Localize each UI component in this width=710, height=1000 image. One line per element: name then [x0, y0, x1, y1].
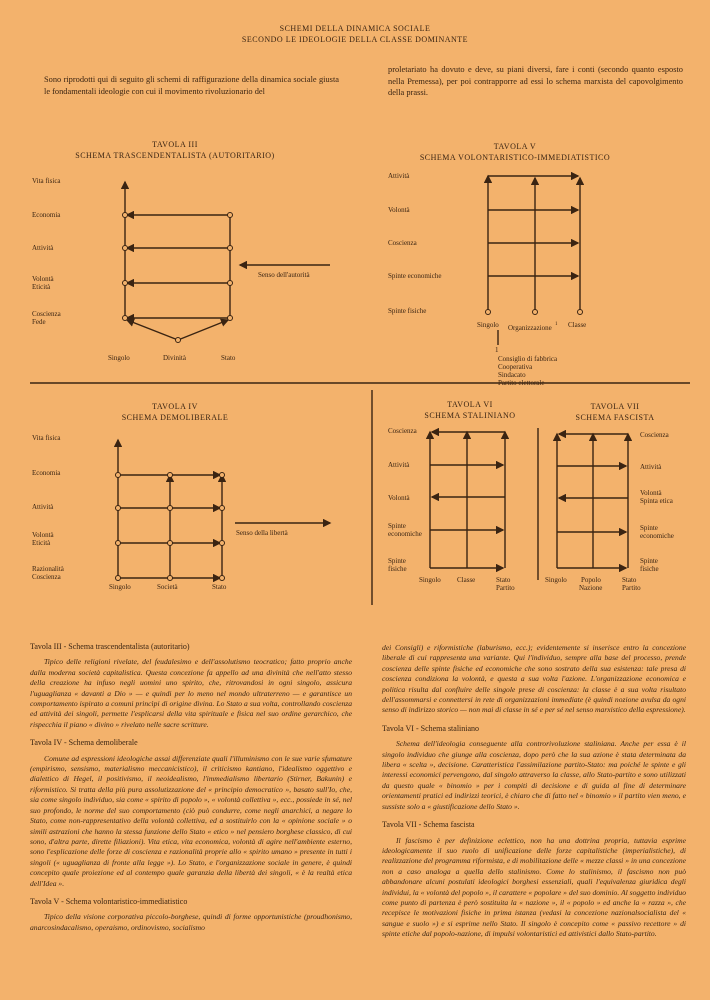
t7-label-spinte-2: Spinte: [640, 557, 658, 565]
t3-bottom-divinita: Divinità: [163, 354, 186, 362]
t4-label-attivita: Attività: [32, 503, 54, 511]
t7-bottom-stato: Stato: [622, 576, 637, 584]
t6-label-fisiche: fisiche: [388, 565, 407, 573]
tavola7-subtitle: SCHEMA FASCISTA: [575, 413, 655, 422]
t6-body: Schema dell'ideologia conseguente alla controrivoluzione staliniana. Anche per essa è il singolo individuo che giunge alla coscienza, dopo però che la sua azione è stata determinata da libera « scelta », decisione. Caratteristica l'assimilazione partito-Stato: ma poiché le spinte e gli interessi economici pervengono, dal singolo attraverso la classe, allo Stato-partito e sono utilizzati da questo quale « binomio » per i compiti di decisione e di guida al fine di determinare orientamenti pratici ed indirizzi teorici, è chiaro che di fatto nel « binomio » il partito vien meno, e sussiste solo a « giustificazione dello Stato ».: [382, 739, 686, 811]
t4-bottom-singolo: Singolo: [109, 583, 131, 591]
text-column-right: [382, 643, 686, 948]
t5-label-spinte-economiche: Spinte economiche: [388, 272, 442, 280]
tavola3-diagram: [125, 182, 330, 340]
t3-bottom-stato: Stato: [221, 354, 236, 362]
t6-label-spinte-2: Spinte: [388, 557, 406, 565]
tavola4-subtitle: SCHEMA DEMOLIBERALE: [121, 413, 229, 422]
tavola5-title: TAVOLA V: [493, 142, 537, 151]
t7-bottom-singolo: Singolo: [545, 576, 567, 584]
t3-arrow-label: Senso dell'autorità: [258, 271, 310, 279]
t3-heading: Tavola III - Schema trascendentalista (autoritario): [30, 642, 190, 651]
t7-bottom-popolo: Popolo: [581, 576, 601, 584]
t3-label-vita-fisica: Vita fisica: [32, 177, 61, 185]
tavola5-diagram: [488, 176, 580, 345]
t6-bottom-stato: Stato: [496, 576, 511, 584]
t3-label-economia: Economia: [32, 211, 61, 219]
t6-label-economiche: economiche: [388, 530, 422, 538]
t6-bottom-classe: Classe: [457, 576, 476, 584]
page-header-line1: SCHEMI DELLA DINAMICA SOCIALE: [279, 24, 431, 33]
t5-note-2: Sindacato: [498, 371, 526, 379]
tavola3-title: TAVOLA III: [152, 140, 198, 149]
t4-label-coscienza: Coscienza: [32, 573, 61, 581]
t4-bottom-societa: Società: [157, 583, 178, 591]
t6-label-spinte-1: Spinte: [388, 522, 406, 530]
t5-continued: dei Consigli) e riformistiche (laburismo, ecc.); evidentemente si inserisce entro la concezione liberale di cui rappresenta una variante. Qui l'individuo, sempre alla base del processo, prende coscienza delle spinte fisiche ed economiche che sono sostrato della sua esistenza: tale presa di coscienza condiziona la volontà, e questa a sua volta l'azione. L'organizzazione economica e politica risulta dal confluire delle singole prese di coscienza: la classe è a sua volta risultato dell'assommarsi e connettersi in rete di organizzazioni immediate (è quindi nozione avulsa da ogni senso di indirizzo storico — non mai di classe in sé e per sé nel senso marxistico della espressione).: [382, 643, 686, 715]
t4-label-vita-fisica: Vita fisica: [32, 434, 61, 442]
tavola6-title: TAVOLA VI: [447, 400, 493, 409]
t5-bottom-classe: Classe: [568, 321, 587, 329]
t6-label-volonta: Volontà: [388, 494, 410, 502]
t5-bottom-mark: 1: [555, 322, 558, 327]
t5-heading: Tavola V - Schema volontaristico-immediatistico: [30, 896, 188, 906]
t7-heading: Tavola VII - Schema fascista: [382, 820, 475, 830]
t5-note-1: Cooperativa: [498, 363, 533, 371]
t7-bottom-partito: Partito: [622, 584, 641, 592]
t3-label-volonta: Volontà: [32, 275, 54, 283]
t3-bottom-singolo: Singolo: [108, 354, 130, 362]
t5-label-volonta: Volontà: [388, 206, 410, 214]
t5-note-0: Consiglio di fabbrica: [498, 355, 558, 363]
t7-bottom-nazione: Nazione: [579, 584, 603, 592]
t6-bottom-partito: Partito: [496, 584, 515, 592]
t4-arrow-label: Senso della libertà: [236, 529, 288, 537]
page-header-line2: SECONDO LE IDEOLOGIE DELLA CLASSE DOMINANTE: [241, 35, 469, 44]
t4-label-eticita: Eticità: [32, 539, 51, 547]
tavola6-labels: [388, 427, 515, 592]
t5-label-attivita: Attività: [388, 172, 410, 180]
tavola6-diagram: [430, 432, 505, 568]
tavola5-labels: [388, 172, 586, 387]
t5-label-spinte-fisiche: Spinte fisiche: [388, 307, 427, 315]
t7-label-spinte-1: Spinte: [640, 524, 658, 532]
t5-bottom-singolo: Singolo: [477, 321, 499, 329]
t7-label-coscienza: Coscienza: [640, 431, 669, 439]
t6-label-attivita: Attività: [388, 461, 410, 469]
t3-label-coscienza: Coscienza: [32, 310, 61, 318]
intro-left: Sono riprodotti qui di seguito gli schemi di raffigurazione della dinamica sociale giusta le fondamentali ideologie con cui il movimento rivoluzionario del: [44, 75, 339, 96]
t6-heading: Tavola VI - Schema staliniano: [382, 723, 480, 733]
t3-label-attivita: Attività: [32, 244, 54, 252]
t6-label-coscienza: Coscienza: [388, 427, 417, 435]
tavola4-title: TAVOLA IV: [152, 402, 198, 411]
t3-label-eticita: Eticità: [32, 283, 51, 291]
t3-label-fede: Fede: [32, 318, 46, 326]
t3-body: Tipico delle religioni rivelate, del feudalesimo e dell'assolutismo teocratico; fatto proprio anche dalla moderna società capitalistica. Questa concezione fa appello ad una divinità che nell'atto stesso della creazione ha infuso negli uomini uno spirito, che, ritrovandosi in ogni singolo, assicura l'uguaglianza « davanti a Dio » — e quindi per lo meno nel mondo ultraterreno — e garantisce un comportamento ispirato a comuni princìpi di origine divina. Lo Stato a sua volta, controllando coscienza ed attività dei singoli, permette l'esplicarsi della vita spirituale e fisica nel suo ordine gerarchico, che rispecchia il piano « divino » rivelato nelle sacre scritture.: [30, 657, 352, 729]
t5-body: Tipico della visione corporativa piccolo-borghese, quindi di forme opportunistiche (proudhonismo, anarcosindacalismo, operaismo, ordinovismo, socialismo: [30, 912, 352, 932]
t4-label-volonta: Volontà: [32, 531, 54, 539]
t7-label-economiche: economiche: [640, 532, 674, 540]
t7-label-fisiche: fisiche: [640, 565, 659, 573]
t7-label-spinta-etica: Spinta etica: [640, 497, 673, 505]
tavola3-labels: [32, 177, 311, 362]
tavola3-subtitle: SCHEMA TRASCENDENTALISTA (AUTORITARIO): [75, 151, 275, 160]
tavola7-diagram: [557, 434, 628, 568]
t5-label-coscienza: Coscienza: [388, 239, 417, 247]
t5-bottom-organizzazione: Organizzazione: [508, 324, 552, 332]
t4-heading: Tavola IV - Schema demoliberale: [30, 738, 138, 748]
t7-label-attivita: Attività: [640, 463, 662, 471]
t4-label-economia: Economia: [32, 469, 61, 477]
t4-body: Comune ad espressioni ideologiche assai differenziate quali l'illuminismo con le sue varie sfumature (empirismo, sensismo, materialismo meccanicistico), il criticismo kantiano, l'idealismo oggettivo e dialettico di Hegel, il positivismo, il neoidealismo, l'immedialismo libertario (Stirner, Bakunin) e riformistico. Si tratta della più pura assolutizzazione del « principio democratico », basato sull'Io, che, sia come singolo individuo, sia come « spirito di popolo », « volontà collettiva », ecc., possiede in sé, nel suo profondo, le norme del suo comportamento (ciò può condurre, come negli anarchici, a negare lo Stato, come non-rappresentativo della volontà collettiva, ed a sostituirlo con la « opinione sociale » o simili astrazioni che hanno la stessa funzione dello Stato « etico » nel pensiero borghese classico, di cui sono, d'altra parte, dirette filiazioni). Vita etica, vita economica, volontà di agire nell'ambiente esterno, sono l'esplicazione delle forze di coscienza e razionalità proprie allo « spirito umano » presente in tutti i singoli (« uguaglianza di fronte alla legge »). Lo Stato, e l'organizzazione sociale in genere, è quindi concepito quale proiezione ed al contempo quale garanzia della libertà dei singoli, « è la realtà etica dell'Idea ».: [30, 753, 352, 888]
t7-body: Il fascismo è per definizione eclettico, non ha una dottrina propria, tuttavia esprime ideologicamente il suo ruolo di unificazione delle forze capitalistiche (imperialistiche), di realizzazione del programma riformista, e di mobilitazione delle « mezze classi » in una concezione non a caso analoga a quella dello stalinismo. Come lo stalinismo, il fascismo non può abbandonare alcuni postulati ideologici borghesi essenziali, quali l'equivalenza giuridica degli individui, la « volontà del popolo », il carattere « popolare » del suo dominio. Al soggetto individuo come punto di partenza è però sostituita la « nazione », il « popolo » ed anche la « razza », che recepisce le motivazioni fisiche in prima istanza (vedasi la concezione nazionalsocialista del « sangue e suolo ») e si esprime nello Stato. Il singolo è concepito come « passivo recettore » di spinte etiche dal popolo-nazione, di impulsi volontaristici ed attivistici dallo Stato-partito.: [382, 835, 686, 939]
tavola7-title: TAVOLA VII: [590, 402, 640, 411]
tavola6-subtitle: SCHEMA STALINIANO: [424, 411, 516, 420]
t4-bottom-stato: Stato: [212, 583, 227, 591]
text-column-left: [30, 642, 352, 941]
t4-label-razionalita: Razionalità: [32, 565, 64, 573]
t6-bottom-singolo: Singolo: [419, 576, 441, 584]
tavola5-subtitle: SCHEMA VOLONTARISTICO-IMMEDIATISTICO: [419, 153, 611, 162]
t7-label-volonta: Volontà: [640, 489, 662, 497]
tavola4-labels: [32, 434, 289, 591]
intro-right: proletariato ha dovuto e deve, su piani diversi, fare i conti (secondo quanto esposto nella Premessa), per poi contrapporre ad essi lo schema marxista del capovolgimento della prassi.: [388, 65, 683, 97]
t5-note-3: Partito elettorale: [498, 379, 545, 387]
t5-note-mark: 1: [495, 346, 499, 354]
